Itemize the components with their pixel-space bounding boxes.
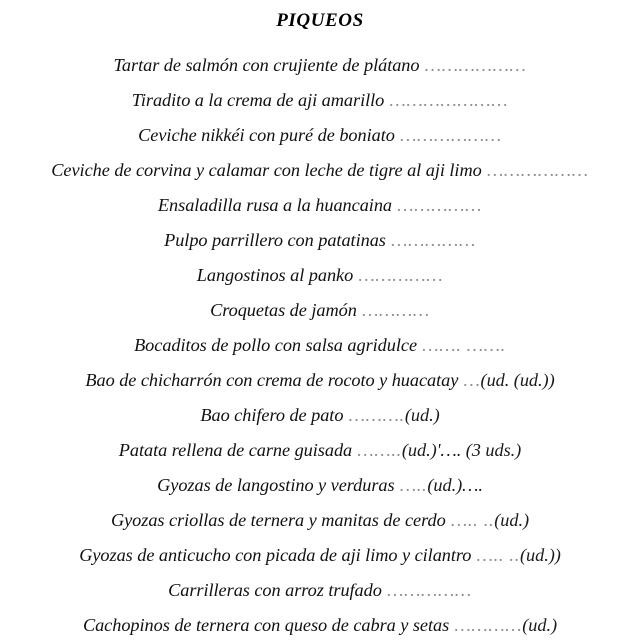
dot-leader: ……………… [394, 125, 502, 145]
menu-item-name: Langostinos al panko [196, 265, 354, 285]
menu-item [0, 223, 640, 258]
menu-item [0, 468, 640, 503]
menu-item-name: Croquetas de jamón [210, 300, 357, 320]
menu-item-name: Pulpo parrillero con patatinas [164, 230, 386, 250]
page-title: PIQUEOS [276, 10, 364, 31]
menu-item-name: Bao de chicharrón con crema de rocoto y huacatay [85, 370, 459, 390]
menu-item-unit-note: (ud.) [404, 405, 440, 425]
menu-item [0, 188, 640, 223]
dot-leader: ………………… [384, 90, 509, 110]
menu-item [0, 363, 640, 398]
menu-item-name: Ensaladilla rusa a la huancaina [157, 195, 393, 215]
dot-leader: ………… [449, 615, 523, 635]
menu-item-unit-note: (ud.) [494, 510, 530, 530]
menu-item [0, 118, 640, 153]
menu-item [0, 83, 640, 118]
menu-item [0, 153, 640, 188]
dot-leader: …………… [392, 195, 483, 215]
menu-item-name: Bao chifero de pato [200, 405, 344, 425]
dot-leader: ……. ……. [417, 335, 506, 355]
dot-leader: ……………… [419, 55, 527, 75]
menu-item [0, 293, 640, 328]
menu-item-name: Carrilleras con arroz trufado [168, 580, 382, 600]
menu-item-name: Gyozas criollas de ternera y manitas de cerdo [110, 510, 446, 530]
menu-item [0, 48, 640, 83]
menu-item-unit-note: (ud. (ud.)) [480, 370, 555, 390]
dot-leader: …………… [353, 265, 444, 285]
dot-leader: …….. [352, 440, 402, 460]
dot-leader: ……………… [481, 160, 589, 180]
menu-item-unit-note: (ud.)) [519, 545, 561, 565]
menu-item-unit-note: (ud.)…. [427, 475, 483, 495]
menu-item-name: Bocaditos de pollo con salsa agridulce [134, 335, 418, 355]
menu-item [0, 503, 640, 538]
menu-item-unit-note: (ud.) [522, 615, 558, 635]
menu-item-name: Cachopinos de ternera con queso de cabra y setas [82, 615, 450, 635]
menu-item-name: Ceviche nikkéi con puré de boniato [138, 125, 395, 145]
dot-leader: ………… [356, 300, 430, 320]
menu-item [0, 433, 640, 468]
menu-item-name: Gyozas de anticucho con picada de aji limo y cilantro [79, 545, 472, 565]
dot-leader: …………… [385, 230, 476, 250]
menu-item [0, 258, 640, 293]
menu-item [0, 398, 640, 433]
menu-item-name: Tartar de salmón con crujiente de plátano [113, 55, 420, 75]
menu-item-name: Gyozas de langostino y verduras [157, 475, 395, 495]
menu-item-unit-note: (ud.)'…. (3 uds.) [401, 440, 522, 460]
menu-item-name: Tiradito a la crema de aji amarillo [131, 90, 385, 110]
menu-item [0, 573, 640, 608]
menu-item [0, 328, 640, 363]
dot-leader: … [458, 370, 481, 390]
menu-item-name: Ceviche de corvina y calamar con leche de tigre al aji limo [51, 160, 482, 180]
dot-leader: ….. .. [445, 510, 495, 530]
dot-leader: ….. [394, 475, 428, 495]
menu-item-list [0, 48, 640, 643]
menu-item [0, 608, 640, 643]
menu-item-name: Patata rellena de carne guisada [118, 440, 353, 460]
dot-leader: ….. .. [471, 545, 520, 565]
dot-leader: ………. [343, 405, 405, 425]
menu-item [0, 538, 640, 573]
dot-leader: …………… [381, 580, 472, 600]
